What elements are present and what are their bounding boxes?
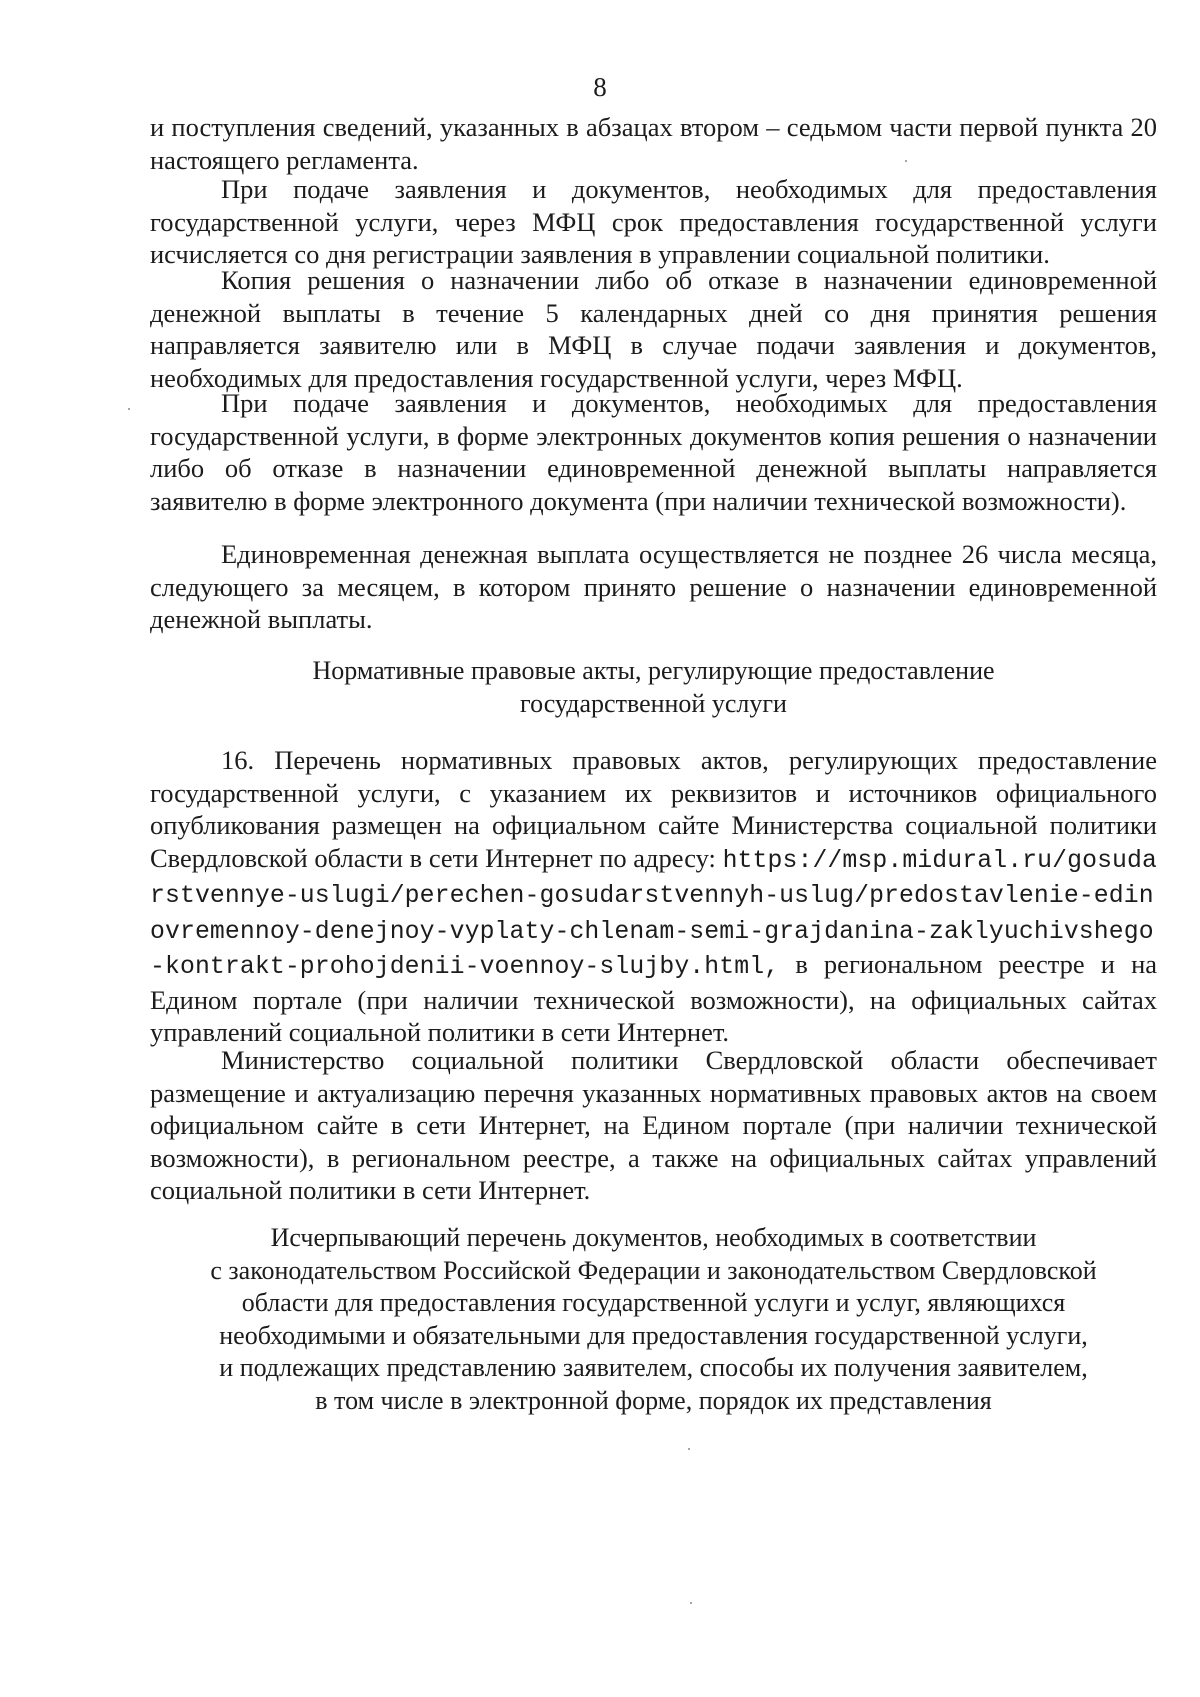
scan-speck: [690, 1602, 692, 1604]
paragraph-decision-copy: Копия решения о назначении либо об отказе в назначении единовременной денежной выплаты в течение 5 календарных дней со дня принятия решения направляется заявителю или в МФЦ в случае подачи заявления и документов, необходимых для предоставления государственной услуги, через МФЦ.: [150, 265, 1157, 393]
paragraph-16-tail: в региональном реестре и на Едином портале (при наличии технической возможности), на официальных сайтах управлений социальной политики в сети Интернет.: [150, 949, 1158, 1047]
section-heading-normative-acts: [150, 655, 1157, 720]
page-number: 8: [593, 72, 607, 102]
ministry-url-link[interactable]: https://msp.midural.ru/gosudarstvennye-uslugi/perechen-gosudarstvennyh-uslug/predostavlenie-edinovremennoy-denejnoy-vyplaty-chlenam-semi-grajdanina-zaklyuchivshego-kontrakt-prohojdenii-voennoy-slujby.html,: [150, 846, 1157, 981]
paragraph-mfc-term: При подаче заявления и документов, необходимых для предоставления государственной услуги, через МФЦ срок предоставления государственной услуги исчисляется со дня регистрации заявления в управлении социальной политики.: [150, 174, 1157, 269]
paragraph-payment-deadline: Единовременная денежная выплата осуществляется не позднее 26 числа месяца, следующего за месяцем, в котором принято решение о назначении единовременной денежной выплаты.: [150, 539, 1157, 634]
heading-line: в том числе в электронной форме, порядок их представления: [315, 1385, 992, 1415]
paragraph-16-intro: 16. Перечень нормативных правовых актов, регулирующих предоставление государственной услуги, с указанием их реквизитов и источников официального опубликования размещен на официальном сайте Министерства социальной политики Свердловской области в сети Интернет по адресу:: [150, 745, 1157, 873]
heading-line: области для предоставления государственной услуги и услуг, являющихся: [241, 1288, 1066, 1317]
section-heading-documents-list: [150, 1222, 1157, 1417]
heading-line: государственной услуги: [520, 688, 787, 718]
scan-speck: [905, 160, 907, 162]
heading-line: с законодательством Российской Федерации и законодательством Свердловской: [210, 1255, 1097, 1285]
heading-line: Исчерпывающий перечень документов, необходимых в соответствии: [270, 1223, 1037, 1252]
scan-speck: [688, 1448, 690, 1450]
paragraph-16: [150, 744, 1157, 1049]
paragraph-electronic-documents: При подаче заявления и документов, необходимых для предоставления государственной услуги, в форме электронных документов копия решения о назначении либо об отказе в назначении единовременной денежной выплаты направляется заявителю в форме электронного документа (при наличии технической возможности).: [150, 388, 1157, 516]
scan-speck: [128, 408, 130, 410]
heading-line: необходимыми и обязательными для предоставления государственной услуги,: [219, 1320, 1088, 1350]
heading-line: Нормативные правовые акты, регулирующие предоставление: [312, 656, 995, 685]
paragraph-continuation: и поступления сведений, указанных в абзацах втором – седьмом части первой пункта 20 настоящего регламента.: [150, 112, 1157, 175]
paragraph-ministry-obligations: Министерство социальной политики Свердловской области обеспечивает размещение и актуализацию перечня указанных нормативных правовых актов на своем официальном сайте в сети Интернет, на Едином портале (при наличии технической возможности), в региональном реестре, а также на официальных сайтах управлений социальной политики в сети Интернет.: [150, 1045, 1157, 1205]
heading-line: и подлежащих представлению заявителем, способы их получения заявителем,: [219, 1353, 1088, 1382]
